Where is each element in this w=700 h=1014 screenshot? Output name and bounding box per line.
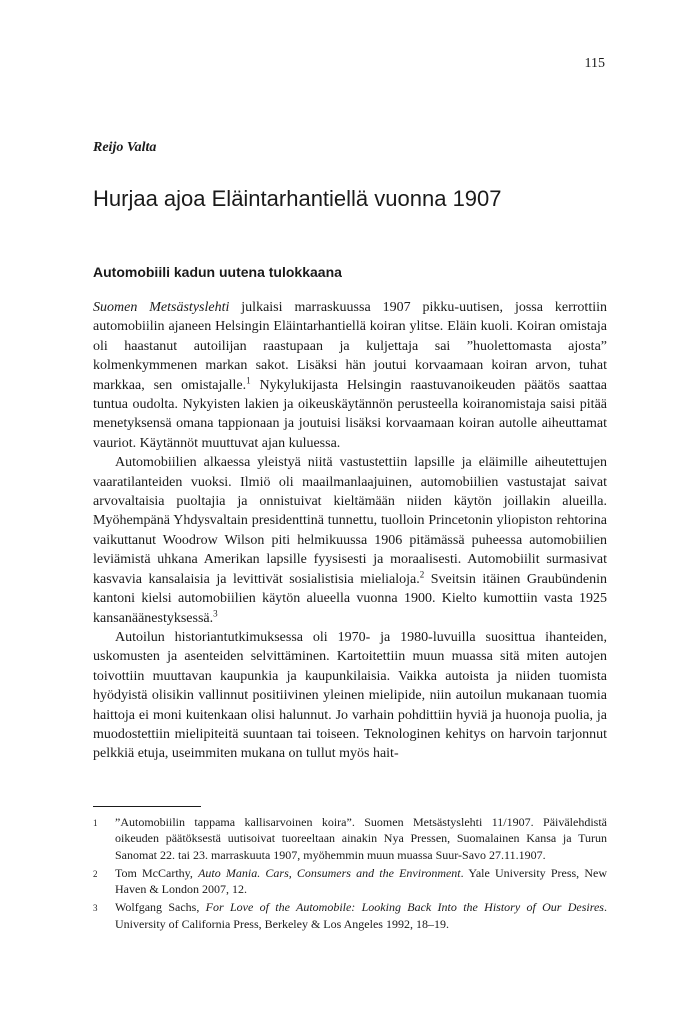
- article-title: Hurjaa ajoa Eläintarhantiellä vuonna 1907: [93, 186, 502, 211]
- paragraph-text: julkaisi marraskuussa 1907 pikku-uutisen, jossa kerrottiin automobiilin ajaneen Helsingin Eläintarhantiellä koiran ylitse. Eläin kuoli. Koiran omistaja oli haastanut autoilijan raastupaan ja kuljettaja sai ”huolettomasta ajosta” kolmenkymmenen markan sakot. Lisäksi hän joutui korvaamaan koiran arvon, tuhat markkaa, sen omistajalle.: [93, 300, 607, 393]
- footnotes: [93, 814, 607, 934]
- footnote-ref[interactable]: 1: [246, 374, 251, 385]
- journal-name: Suomen Metsästyslehti: [93, 300, 230, 315]
- paragraph-1: [93, 298, 607, 453]
- footnote-book-title: For Love of the Automobile: Looking Back Into the History of Our Desires: [205, 900, 604, 915]
- footnote-publisher: . University of California Press, Berkeley & Los Angeles 1992, 18–19.: [115, 900, 607, 931]
- footnote-2: [93, 865, 607, 898]
- footnote-ref[interactable]: 2: [419, 569, 425, 580]
- footnote-1: [93, 814, 607, 863]
- footnote-publisher: . Yale University Press, New Haven & London 2007, 12.: [115, 865, 608, 897]
- footnote-ref[interactable]: 3: [213, 607, 218, 618]
- paragraph-2: [93, 453, 607, 628]
- author-name: Reijo Valta: [93, 140, 157, 155]
- footnote-text: ”Automobiilin tappama kallisarvoinen koira”. Suomen Metsästyslehti 11/1907. Päivälehdistä oikeuden päätöksestä uutisoivat tuoreeltaan ainakin Nya Pressen, Suomalainen Kansa ja Turun Sanomat 22. tai 23. marraskuuta 1907, myöhemmin muun muassa Suur-Savo 27.11.1907.: [115, 815, 607, 862]
- paragraph-text: Automobiilien alkaessa yleistyä niitä vastustettiin lapsille ja eläimille aiheutettujen vaaratilanteiden vuoksi. Ilmiö oli maailmanlaajuinen, automobiilien vastustajat saivat arvovaltaisia puoltajia ja onnistuivat kieltämään niiden käytön joillakin alueilla. Myöhempänä Yhdysvaltain presidenttinä tunnettu, tuolloin Princetonin yliopiston rehtorina vaikuttanut Woodrow Wilson piti helmikuussa 1906 pitämässä puheessa automobiilien leviämistä uhkana Amerikan lapsille fyysisesti ja moraalisesti. Automobiilit surmasivat kasvavia kansalaisia ja levittivät sosialistisia mielialoja.: [93, 455, 607, 587]
- page-number: 115: [584, 56, 605, 71]
- footnote-divider: [93, 806, 201, 807]
- footnote-author: Wolfgang Sachs,: [115, 900, 206, 915]
- footnote-text: [115, 865, 607, 898]
- paragraph-text: Nykylukijasta Helsingin raastuvanoikeuden päätös saattaa tuntua oudolta. Nykyisten lakien ja oikeuskäytännön perusteella koiranomistaja saisi pitää menetyksensä omana tappionaan ja joutuisi lisäksi korvaamaan koiran autolle aiheuttamat vauriot. Käytännöt muuttuvat ajan kuluessa.: [93, 377, 607, 451]
- section-heading: Automobiili kadun uutena tulokkaana: [93, 264, 342, 280]
- paragraph-text: Sveitsin itäinen Graubündenin kantoni kielsi automobiilien käytön alueella vuonna 1900. Kielto kumottiin vasta 1925 kansanäänestyksessä.: [93, 571, 607, 626]
- footnote-text: [115, 899, 607, 932]
- footnote-number: 3: [93, 903, 98, 914]
- footnote-3: [93, 899, 607, 932]
- footnote-author: Tom McCarthy,: [115, 865, 199, 880]
- footnote-number: 1: [93, 818, 98, 828]
- footnote-book-title: Auto Mania. Cars, Consumers and the Environment: [198, 865, 461, 880]
- paragraph-3: Autoilun historiantutkimuksessa oli 1970- ja 1980-luvuilla suosittua ihanteiden, uskomusten ja asenteiden selvittäminen. Kartoitettiin muun muassa sitä miten autojen toivottiin muuttavan kaupunkia ja kaupunkilaisia. Vaikka autoista ja niiden tuomista hyödyistä olisikin vallinnut positiivinen yleinen mielipide, niin autoilun mukanaan tuomia haittoja ei moni kuitenkaan olisi halunnut. Jo varhain pohdittiin hyviä ja huonoja puolia, ja muodostettiin mielipiteitä suuntaan tai toiseen. Teknologinen kehitys on harvoin tarjonnut pelkkiä etuja, useimmiten mukana on tullut myös hait-: [93, 629, 607, 762]
- footnote-number: 2: [93, 868, 98, 879]
- article-body: [93, 298, 607, 764]
